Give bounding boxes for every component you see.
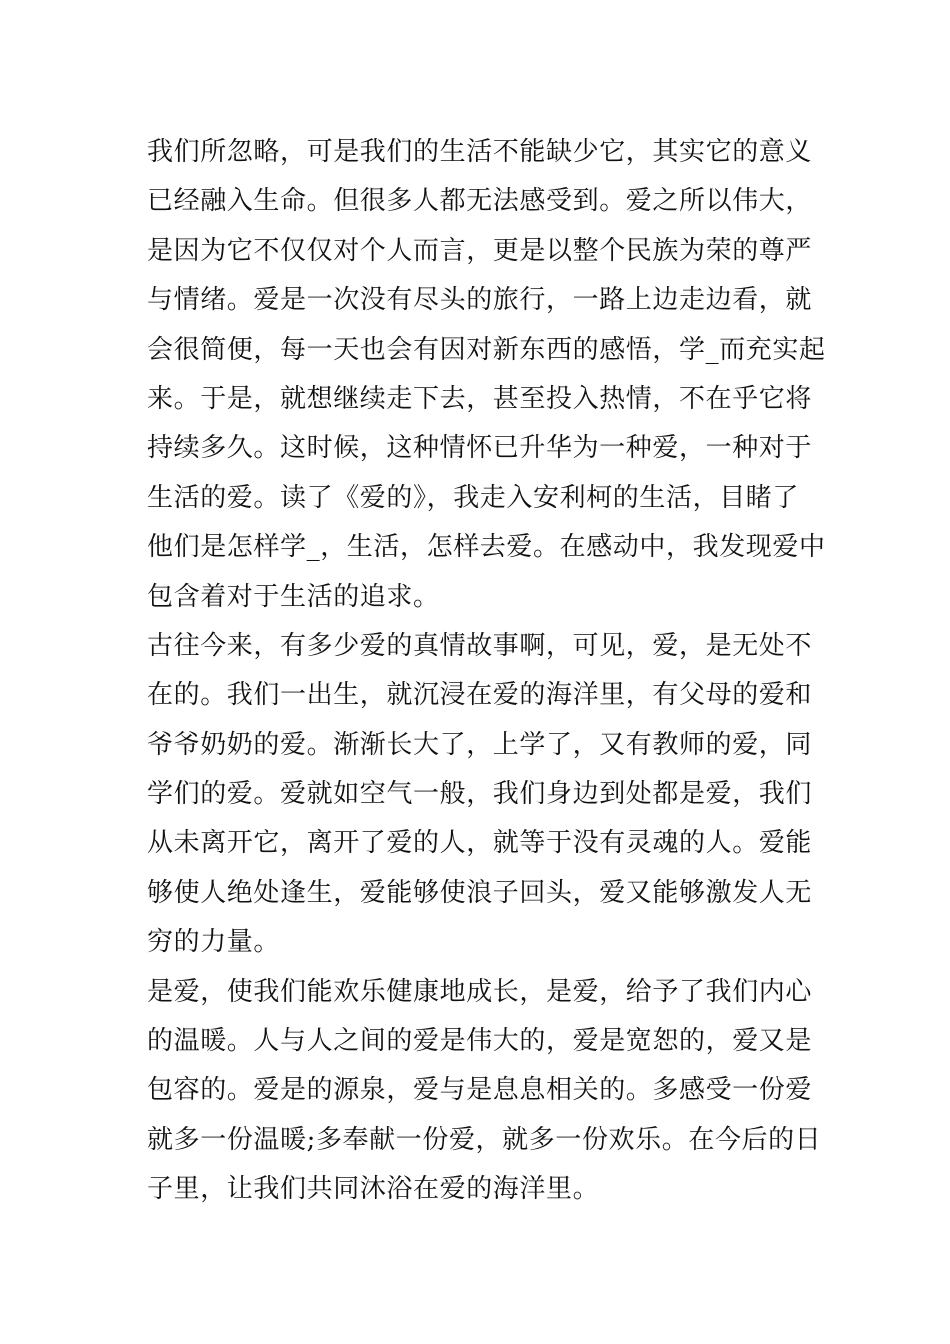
- text-line: 他们是怎样学_，生活，怎样去爱。在感动中，我发现爱中: [147, 532, 826, 563]
- text-line: 会很简便，每一天也会有因对新东西的感悟，学_而充实起: [147, 334, 826, 365]
- text-line: 子里，让我们共同沐浴在爱的海洋里。: [147, 1174, 600, 1205]
- text-line: 已经融入生命。但很多人都无法感受到。爱之所以伟大，: [147, 186, 813, 217]
- text-line: 与情绪。爱是一次没有尽头的旅行，一路上边走边看，就: [147, 285, 813, 316]
- text-line: 学们的爱。爱就如空气一般，我们身边到处都是爱，我们: [147, 779, 813, 810]
- text-line: 包容的。爱是的源泉，爱与是息息相关的。多感受一份爱: [147, 1075, 813, 1106]
- text-line: 是爱，使我们能欢乐健康地成长，是爱，给予了我们内心: [147, 976, 813, 1007]
- text-line: 古往今来，有多少爱的真情故事啊，可见，爱，是无处不: [147, 630, 813, 661]
- text-line: 在的。我们一出生，就沉浸在爱的海洋里，有父母的爱和: [147, 680, 813, 711]
- text-line: 穷的力量。: [147, 927, 281, 958]
- text-line: 生活的爱。读了《爱的》，我走入安利柯的生活，目睹了: [147, 482, 800, 513]
- text-line: 我们所忽略，可是我们的生活不能缺少它，其实它的意义: [147, 137, 813, 167]
- text-line: 从未离开它，离开了爱的人，就等于没有灵魂的人。爱能: [147, 828, 813, 859]
- document-body-text: [147, 128, 826, 1215]
- text-line: 包含着对于生活的追求。: [147, 581, 440, 612]
- text-line: 就多一份温暖;多奉献一份爱，就多一份欢乐。在今后的日: [147, 1124, 822, 1155]
- text-line: 是因为它不仅仅对个人而言，更是以整个民族为荣的尊严: [147, 235, 813, 266]
- text-line: 爷爷奶奶的爱。渐渐长大了，上学了，又有教师的爱，同: [147, 729, 813, 760]
- text-line: 的温暖。人与人之间的爱是伟大的，爱是宽恕的，爱又是: [147, 1026, 813, 1057]
- text-line: 够使人绝处逢生，爱能够使浪子回头，爱又能够激发人无: [147, 877, 813, 908]
- text-line: 来。于是，就想继续走下去，甚至投入热情，不在乎它将: [147, 383, 813, 414]
- text-line: 持续多久。这时候，这种情怀已升华为一种爱，一种对于: [147, 433, 813, 464]
